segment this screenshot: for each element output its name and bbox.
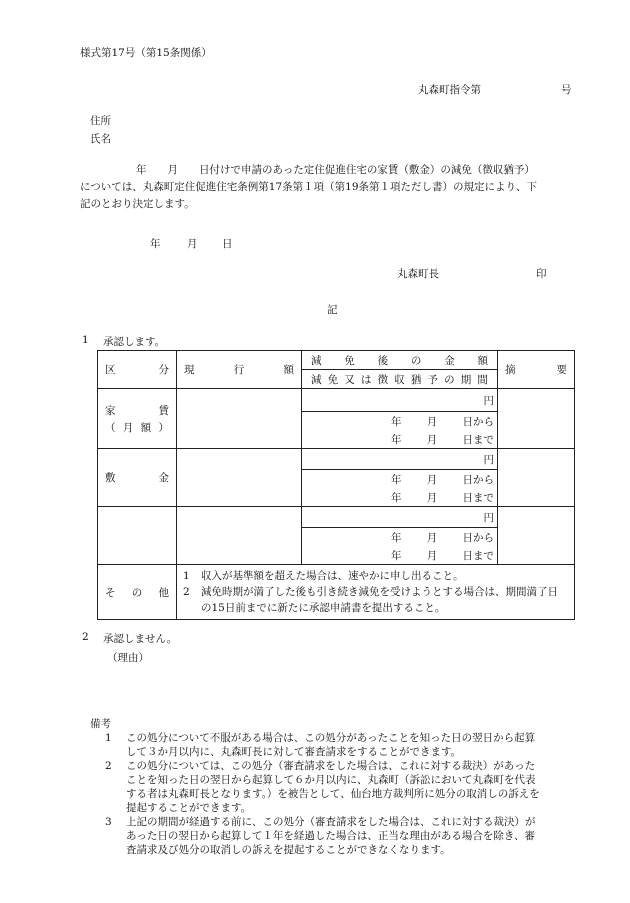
bikou-note-1: 1 この処分について不服がある場合は、この処分があったことを知った日の翌日から起算して３か月以内に、丸森町長に対して審査請求をすることができます。 [105,732,536,758]
period-from-cell: 年 月 日から [302,470,498,489]
reason-label: （理由） [107,652,149,664]
section-2-number: 2 [82,631,89,643]
bikou-notes [97,731,542,857]
row-label-other: そ の 他 [98,565,177,620]
decision-date-day: 日 [222,238,233,250]
form-number: 様式第17号（第15条関係） [80,47,212,59]
intro-line-2: については、丸森町定住促進住宅条例第17条第１項（第19条第１項ただし書）の規定により、下 [80,181,538,193]
section-1-number: 1 [82,334,89,346]
intro-line-1: 年 月 日付けで申請のあった定住促進住宅の家賃（敷金）の減免（徴収猶予） [136,164,535,176]
other-note-2: 2 減免時期が満了した後も引き続き減免を受けようとする場合は、期間満了日の15日前までに新たに承認申請書を提出すること。 [183,586,558,614]
remarks-cell [498,449,575,507]
current-amount-cell [177,449,302,507]
other-notes [177,565,575,620]
header-amount-after: 減 免 後 の 金 額 [302,351,498,370]
section-1-label: 承認します。 [103,336,166,348]
ki-heading: 記 [327,304,338,316]
period-to-cell: 年 月 日まで [302,546,498,565]
yen-cell: 円 [302,389,498,412]
document-number-label: 丸森町指令第 [418,84,481,96]
reduction-table [97,350,575,620]
section-2-label: 承認しません。 [103,633,178,645]
document-number-suffix: 号 [561,84,572,96]
period-from-cell: 年 月 日から [302,528,498,547]
header-category: 区 分 [98,351,177,389]
period-to-cell: 年 月 日まで [302,488,498,507]
period-to-cell: 年 月 日まで [302,430,498,449]
header-current-amount: 現 行 額 [177,351,302,389]
decision-date-year: 年 [150,238,161,250]
row-label-rent: 家 賃 （ 月 額 ） [98,389,177,449]
bikou-note-2: 2 この処分については、この処分（審査請求をした場合は、これに対する裁決）があったことを知った日の翌日から起算して６か月以内に、丸森町（訴訟において丸森町を代表する者は丸森町長となります。）を被告として、仙台地方裁判所に処分の取消しの訴えを提起することができます。 [105,760,540,814]
current-amount-cell [177,507,302,565]
table-row [98,449,575,470]
address-label: 住所 [90,115,111,127]
bikou-title: 備考 [90,718,111,730]
yen-cell: 円 [302,507,498,528]
intro-line-3: 記のとおり決定します。 [80,198,195,210]
remarks-cell [498,507,575,565]
period-from-cell: 年 月 日から [302,412,498,431]
header-period: 減 免 又 は 徴 収 猶 予 の 期 間 [302,370,498,389]
remarks-cell [498,389,575,449]
seal-mark: 印 [536,268,547,280]
table-row [98,389,575,412]
other-note-1: 1 収入が基準額を超えた場合は、速やかに申し出ること。 [183,570,464,582]
intro-paragraph [80,162,550,213]
table-row [98,507,575,528]
decision-date-month: 月 [187,238,198,250]
name-label: 氏名 [90,133,111,145]
header-remarks: 摘 要 [498,351,575,389]
current-amount-cell [177,389,302,449]
bikou-note-3: 3 上記の期間が経過する前に、この処分（審査請求をした場合は、これに対する裁決）があった日の翌日から起算して１年を経過した場合は、正当な理由がある場合を除き、審査請求及び処分の取消しの訴えを提起することができなくなります。 [105,816,536,856]
row-label-deposit: 敷 金 [98,449,177,507]
yen-cell: 円 [302,449,498,470]
table-header-row [98,351,575,370]
issuer-title: 丸森町長 [397,268,439,280]
row-label-blank [98,507,177,565]
table-row-other [98,565,575,620]
